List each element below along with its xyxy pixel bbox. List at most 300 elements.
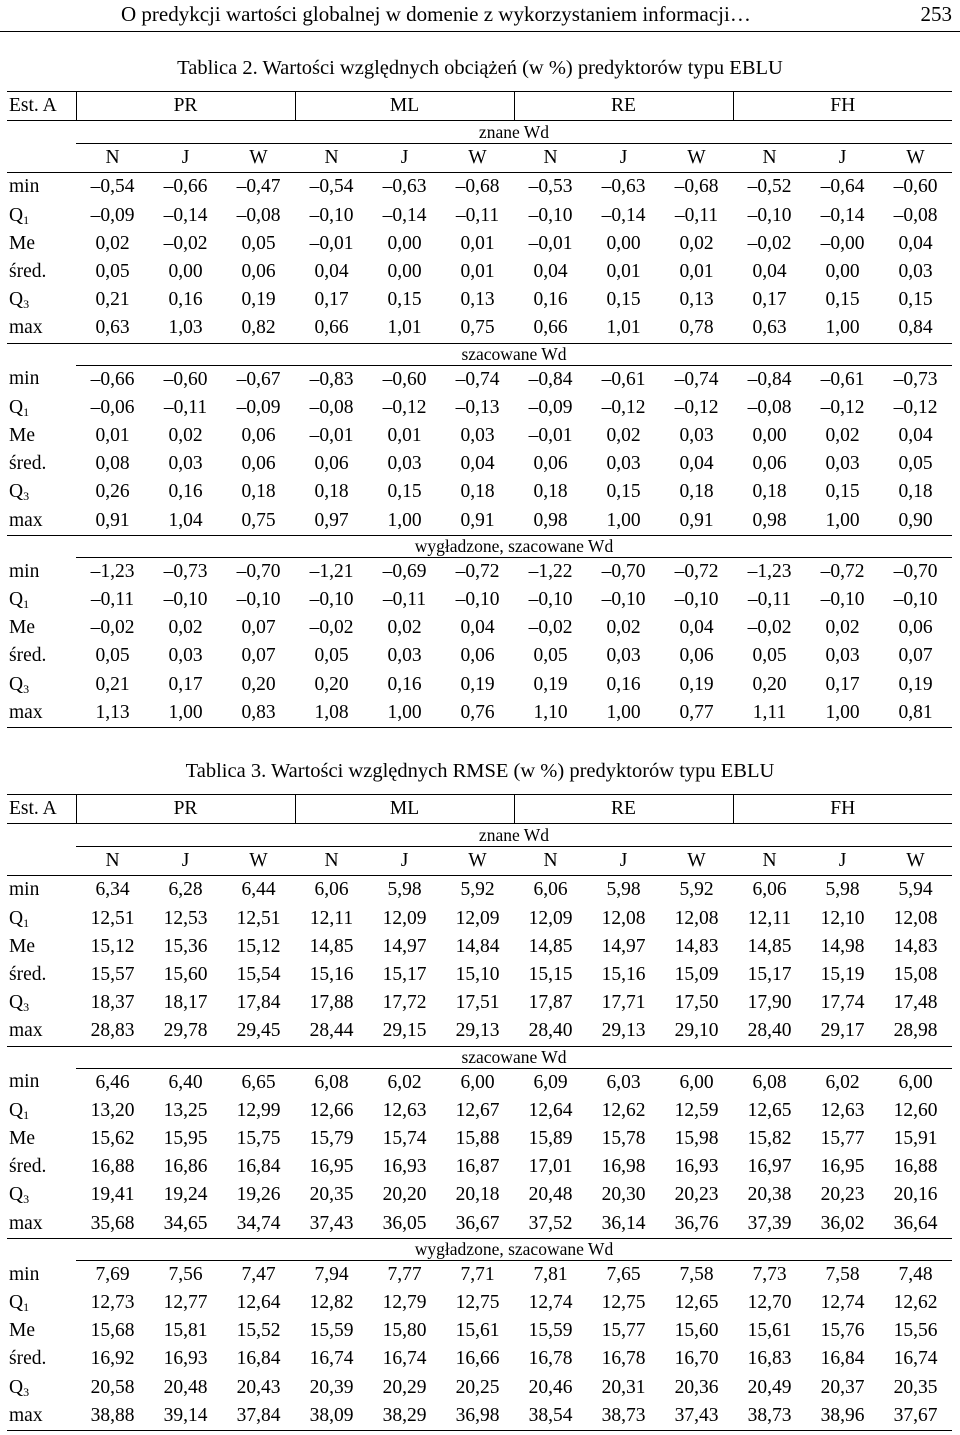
row-stat-label — [7, 286, 76, 314]
subheader-cell: N — [733, 847, 806, 876]
value-cell: 20,35 — [309, 1184, 354, 1206]
value-cell: 36,64 — [893, 1212, 938, 1234]
value-cell: 15,57 — [90, 964, 135, 986]
value-cell: 12,63 — [382, 1099, 427, 1121]
value-cell: –1,21 — [309, 560, 354, 582]
stat-name: Me — [9, 1320, 35, 1342]
stat-name: max — [9, 1404, 43, 1426]
value-cell: 0,00 — [752, 425, 787, 447]
value-cell: 6,34 — [95, 879, 130, 901]
value-cell: 0,03 — [387, 645, 422, 667]
stat-name: Q — [9, 1292, 24, 1314]
section-spacer — [7, 824, 76, 847]
value-cell: 37,39 — [747, 1212, 792, 1234]
stat-name: Q — [9, 673, 24, 695]
value-cell: 0,90 — [898, 509, 933, 531]
row-stat-label — [7, 671, 76, 699]
subheader-cell: J — [587, 144, 660, 173]
value-cell: 0,63 — [95, 317, 130, 339]
value-cell: 12,65 — [674, 1292, 719, 1314]
value-cell: 0,66 — [533, 317, 568, 339]
value-cell: –0,10 — [601, 589, 646, 611]
value-cell: 0,00 — [168, 261, 203, 283]
value-cell: 12,62 — [601, 1099, 646, 1121]
stat-name: Me — [9, 617, 35, 639]
value-cell: –0,02 — [747, 617, 792, 639]
value-cell: –0,10 — [893, 589, 938, 611]
value-cell: –1,22 — [528, 560, 573, 582]
section-spacer — [7, 343, 76, 365]
value-cell: 15,17 — [382, 964, 427, 986]
value-cell: 0,13 — [679, 289, 714, 311]
value-cell: 5,92 — [460, 879, 495, 901]
stat-name: min — [9, 1071, 40, 1093]
row-stat-label — [7, 1181, 76, 1209]
value-cell: 15,74 — [382, 1128, 427, 1150]
value-cell: 15,98 — [674, 1128, 719, 1150]
table-row — [7, 1345, 952, 1373]
value-cell: 36,05 — [382, 1212, 427, 1234]
value-cell: 0,19 — [241, 289, 276, 311]
value-cell: 6,46 — [95, 1071, 130, 1093]
group-header-re: RE — [514, 795, 733, 824]
value-cell: 7,81 — [533, 1263, 568, 1285]
value-cell: 12,65 — [747, 1099, 792, 1121]
stat-name: max — [9, 1020, 43, 1042]
row-stat-label — [7, 394, 76, 422]
value-cell: 0,06 — [533, 453, 568, 475]
stat-subscript: 1 — [23, 1107, 30, 1122]
value-cell: 16,84 — [236, 1348, 281, 1370]
stat-name: Me — [9, 1128, 35, 1150]
value-cell: 0,00 — [825, 261, 860, 283]
value-cell: 12,64 — [528, 1099, 573, 1121]
value-cell: 0,97 — [314, 509, 349, 531]
subheader-row — [7, 144, 952, 173]
value-cell: 1,00 — [149, 699, 222, 728]
stat-subscript: 3 — [23, 681, 30, 696]
value-cell: –0,11 — [455, 204, 500, 226]
value-cell: 38,09 — [295, 1402, 368, 1431]
value-cell: 7,71 — [460, 1263, 495, 1285]
value-cell: 12,74 — [820, 1292, 865, 1314]
value-cell: 15,75 — [236, 1128, 281, 1150]
value-cell: –0,68 — [455, 176, 500, 198]
table-row — [7, 507, 952, 536]
value-cell: –0,08 — [747, 396, 792, 418]
value-cell: 5,92 — [679, 879, 714, 901]
table-2-relative-bias — [7, 91, 952, 728]
value-cell: 38,29 — [368, 1402, 441, 1431]
stat-name: Q — [9, 589, 24, 611]
value-cell: 1,08 — [295, 699, 368, 728]
value-cell: 0,02 — [679, 232, 714, 254]
value-cell: 0,03 — [825, 453, 860, 475]
value-cell: 16,93 — [163, 1348, 208, 1370]
value-cell: 15,61 — [455, 1320, 500, 1342]
running-title: O predykcji wartości globalnej w domenie z wykorzystaniem informacji… — [121, 2, 751, 26]
value-cell: 0,00 — [387, 232, 422, 254]
value-cell: 20,37 — [820, 1376, 865, 1398]
value-cell: 0,18 — [898, 481, 933, 503]
subheader-cell: N — [76, 847, 149, 876]
value-cell: 15,09 — [674, 964, 719, 986]
value-cell: 12,09 — [528, 907, 573, 929]
value-cell: –1,23 — [747, 560, 792, 582]
value-cell: 20,49 — [747, 1376, 792, 1398]
value-cell: 17,48 — [893, 992, 938, 1014]
value-cell: 14,97 — [382, 935, 427, 957]
value-cell: 16,87 — [455, 1156, 500, 1178]
value-cell: 12,11 — [747, 907, 792, 929]
value-cell: 15,79 — [309, 1128, 354, 1150]
value-cell: 5,98 — [825, 879, 860, 901]
table-row — [7, 905, 952, 933]
section-title: wygładzone, szacowane Wd — [76, 535, 952, 557]
value-cell: 38,73 — [733, 1402, 806, 1431]
value-cell: 15,59 — [309, 1320, 354, 1342]
table-row — [7, 314, 952, 343]
stat-name: Q — [9, 289, 24, 311]
value-cell: 15,61 — [747, 1320, 792, 1342]
value-cell: 0,01 — [460, 261, 495, 283]
table-row — [7, 1260, 952, 1289]
value-cell: 15,60 — [674, 1320, 719, 1342]
value-cell: 12,70 — [747, 1292, 792, 1314]
value-cell: –0,63 — [601, 176, 646, 198]
value-cell: 7,58 — [825, 1263, 860, 1285]
value-cell: 0,05 — [752, 645, 787, 667]
value-cell: –0,74 — [455, 368, 500, 390]
value-cell: 12,67 — [455, 1099, 500, 1121]
value-cell: 0,17 — [825, 673, 860, 695]
value-cell: –0,60 — [893, 176, 938, 198]
stat-name: śred. — [9, 453, 47, 475]
value-cell: 0,15 — [606, 289, 641, 311]
table-3-caption: Tablica 3. Wartości względnych RMSE (w %) predyktorów typu EBLU — [185, 760, 775, 782]
subheader-cell: J — [368, 847, 441, 876]
value-cell: 6,08 — [752, 1071, 787, 1093]
value-cell: 20,38 — [747, 1184, 792, 1206]
value-cell: 0,07 — [241, 617, 276, 639]
group-header-pr: PR — [76, 795, 295, 824]
subheader-cell: W — [441, 144, 514, 173]
value-cell: 20,30 — [601, 1184, 646, 1206]
value-cell: 0,04 — [460, 617, 495, 639]
value-cell: 0,76 — [441, 699, 514, 728]
value-cell: 16,74 — [893, 1348, 938, 1370]
value-cell: 0,75 — [460, 317, 495, 339]
value-cell: 12,63 — [820, 1099, 865, 1121]
row-stat-label — [7, 1125, 76, 1153]
value-cell: 15,12 — [90, 935, 135, 957]
value-cell: –0,12 — [820, 396, 865, 418]
table-row — [7, 671, 952, 699]
stat-subscript: 1 — [23, 1300, 30, 1315]
section-title-row — [7, 343, 952, 365]
value-cell: 6,44 — [241, 879, 276, 901]
value-cell: 17,50 — [674, 992, 719, 1014]
value-cell: 20,43 — [236, 1376, 281, 1398]
value-cell: 38,96 — [806, 1402, 879, 1431]
table-row — [7, 202, 952, 230]
value-cell: 0,04 — [533, 261, 568, 283]
value-cell: 28,40 — [747, 1020, 792, 1042]
value-cell: 0,01 — [606, 261, 641, 283]
value-cell: –0,13 — [455, 396, 500, 418]
section-title-row — [7, 1238, 952, 1260]
value-cell: 0,05 — [898, 453, 933, 475]
value-cell: 0,08 — [95, 453, 130, 475]
value-cell: 0,03 — [679, 425, 714, 447]
group-header-ml: ML — [295, 92, 514, 121]
page-header — [0, 0, 960, 32]
value-cell: –0,10 — [820, 589, 865, 611]
value-cell: 0,17 — [752, 289, 787, 311]
value-cell: 0,05 — [95, 645, 130, 667]
stat-name: max — [9, 509, 43, 531]
stat-name: max — [9, 701, 43, 723]
value-cell: 20,36 — [674, 1376, 719, 1398]
stat-subscript: 3 — [23, 1000, 30, 1015]
value-cell: 16,66 — [455, 1348, 500, 1370]
row-stat-label — [7, 876, 76, 905]
value-cell: 6,06 — [752, 879, 787, 901]
stat-name: min — [9, 879, 40, 901]
value-cell: 0,75 — [241, 509, 276, 531]
value-cell: 0,16 — [387, 673, 422, 695]
value-cell: 20,48 — [528, 1184, 573, 1206]
value-cell: 0,03 — [606, 645, 641, 667]
stat-name: min — [9, 560, 40, 582]
value-cell: –0,12 — [893, 396, 938, 418]
row-stat-label — [7, 642, 76, 670]
value-cell: 0,02 — [95, 232, 130, 254]
value-cell: 15,80 — [382, 1320, 427, 1342]
section-title-row — [7, 535, 952, 557]
value-cell: –0,10 — [309, 204, 354, 226]
group-header-fh: FH — [733, 795, 952, 824]
value-cell: –0,01 — [528, 425, 573, 447]
value-cell: 6,06 — [314, 879, 349, 901]
value-cell: 0,19 — [898, 673, 933, 695]
value-cell: 6,02 — [825, 1071, 860, 1093]
value-cell: 20,29 — [382, 1376, 427, 1398]
value-cell: 0,98 — [533, 509, 568, 531]
value-cell: –0,02 — [90, 617, 135, 639]
value-cell: 0,07 — [241, 645, 276, 667]
value-cell: 0,18 — [679, 481, 714, 503]
value-cell: 1,01 — [387, 317, 422, 339]
value-cell: 12,75 — [601, 1292, 646, 1314]
value-cell: 0,19 — [533, 673, 568, 695]
value-cell: –0,70 — [601, 560, 646, 582]
value-cell: 0,01 — [679, 261, 714, 283]
table-row — [7, 1068, 952, 1097]
value-cell: 12,08 — [893, 907, 938, 929]
table-row — [7, 1153, 952, 1181]
stat-subscript: 3 — [23, 1192, 30, 1207]
value-cell: 39,14 — [149, 1402, 222, 1431]
value-cell: 0,18 — [314, 481, 349, 503]
value-cell: 0,84 — [898, 317, 933, 339]
subheader-cell: N — [514, 847, 587, 876]
table-row — [7, 1210, 952, 1239]
value-cell: 15,12 — [236, 935, 281, 957]
subheader-cell: W — [441, 847, 514, 876]
value-cell: –0,02 — [163, 232, 208, 254]
value-cell: 0,18 — [460, 481, 495, 503]
value-cell: 29,13 — [601, 1020, 646, 1042]
value-cell: 0,02 — [606, 617, 641, 639]
value-cell: 16,88 — [90, 1156, 135, 1178]
section-title-row — [7, 121, 952, 144]
value-cell: –0,84 — [528, 368, 573, 390]
value-cell: 0,03 — [168, 453, 203, 475]
value-cell: 0,04 — [460, 453, 495, 475]
value-cell: 15,52 — [236, 1320, 281, 1342]
value-cell: 0,03 — [168, 645, 203, 667]
value-cell: 16,88 — [893, 1156, 938, 1178]
value-cell: 0,20 — [314, 673, 349, 695]
value-cell: –0,12 — [601, 396, 646, 418]
value-cell: 20,18 — [455, 1184, 500, 1206]
row-stat-label — [7, 422, 76, 450]
group-header-re: RE — [514, 92, 733, 121]
stat-name: Q — [9, 1184, 24, 1206]
value-cell: 15,10 — [455, 964, 500, 986]
value-cell: 0,05 — [95, 261, 130, 283]
value-cell: 0,16 — [606, 673, 641, 695]
value-cell: 20,46 — [528, 1376, 573, 1398]
table-row — [7, 1374, 952, 1402]
value-cell: 17,72 — [382, 992, 427, 1014]
value-cell: 15,88 — [455, 1128, 500, 1150]
row-stat-label — [7, 961, 76, 989]
value-cell: 37,52 — [528, 1212, 573, 1234]
section-spacer — [7, 535, 76, 557]
value-cell: 0,03 — [606, 453, 641, 475]
value-cell: 1,01 — [606, 317, 641, 339]
subheader-cell: W — [660, 144, 733, 173]
value-cell: 0,04 — [898, 425, 933, 447]
value-cell: 6,40 — [168, 1071, 203, 1093]
value-cell: 0,16 — [168, 289, 203, 311]
value-cell: 12,53 — [163, 907, 208, 929]
section-spacer — [7, 121, 76, 144]
stat-subscript: 1 — [23, 212, 30, 227]
subheader-cell: N — [76, 144, 149, 173]
value-cell: 14,83 — [893, 935, 938, 957]
value-cell: 16,74 — [309, 1348, 354, 1370]
value-cell: 6,28 — [168, 879, 203, 901]
value-cell: 15,78 — [601, 1128, 646, 1150]
table-row — [7, 989, 952, 1017]
subheader-row — [7, 847, 952, 876]
value-cell: –0,74 — [674, 368, 719, 390]
subheader-cell: W — [879, 144, 952, 173]
value-cell: 20,23 — [820, 1184, 865, 1206]
value-cell: 0,17 — [314, 289, 349, 311]
value-cell: –0,47 — [236, 176, 281, 198]
subheader-spacer — [7, 144, 76, 173]
value-cell: 16,98 — [601, 1156, 646, 1178]
value-cell: 34,65 — [163, 1212, 208, 1234]
value-cell: 0,98 — [752, 509, 787, 531]
table-row — [7, 1181, 952, 1209]
value-cell: 15,68 — [90, 1320, 135, 1342]
value-cell: 6,65 — [241, 1071, 276, 1093]
stat-name: śred. — [9, 645, 47, 667]
value-cell: 16,78 — [528, 1348, 573, 1370]
value-cell: 16,93 — [674, 1156, 719, 1178]
value-cell: –0,10 — [309, 589, 354, 611]
value-cell: 0,77 — [660, 699, 733, 728]
value-cell: 0,03 — [825, 645, 860, 667]
value-cell: –0,63 — [382, 176, 427, 198]
value-cell: 19,41 — [90, 1184, 135, 1206]
value-cell: 15,76 — [820, 1320, 865, 1342]
value-cell: 0,17 — [168, 673, 203, 695]
stat-name: Me — [9, 935, 35, 957]
value-cell: 0,78 — [679, 317, 714, 339]
value-cell: 19,26 — [236, 1184, 281, 1206]
stat-subscript: 3 — [23, 1384, 30, 1399]
value-cell: 0,15 — [825, 289, 860, 311]
value-cell: 14,97 — [601, 935, 646, 957]
row-stat-label — [7, 1017, 76, 1046]
value-cell: –0,12 — [674, 396, 719, 418]
value-cell: 17,01 — [528, 1156, 573, 1178]
value-cell: 12,08 — [674, 907, 719, 929]
subheader-cell: W — [222, 847, 295, 876]
stat-name: min — [9, 368, 40, 390]
value-cell: 0,81 — [879, 699, 952, 728]
value-cell: 36,76 — [674, 1212, 719, 1234]
value-cell: 0,07 — [898, 645, 933, 667]
row-stat-label — [7, 1345, 76, 1373]
value-cell: 0,83 — [222, 699, 295, 728]
value-cell: –0,01 — [309, 232, 354, 254]
value-cell: 20,58 — [90, 1376, 135, 1398]
value-cell: 0,66 — [314, 317, 349, 339]
value-cell: 0,03 — [387, 453, 422, 475]
value-cell: 0,06 — [241, 453, 276, 475]
subheader-cell: J — [806, 847, 879, 876]
value-cell: 38,54 — [514, 1402, 587, 1431]
value-cell: 0,91 — [679, 509, 714, 531]
value-cell: 17,51 — [455, 992, 500, 1014]
value-cell: 0,02 — [387, 617, 422, 639]
value-cell: –0,02 — [528, 617, 573, 639]
value-cell: 0,03 — [898, 261, 933, 283]
stat-subscript: 3 — [23, 297, 30, 312]
stat-name: śred. — [9, 1156, 47, 1178]
value-cell: 6,08 — [314, 1071, 349, 1093]
section-title: szacowane Wd — [76, 343, 952, 365]
row-stat-label — [7, 173, 76, 202]
value-cell: 0,04 — [314, 261, 349, 283]
table-row — [7, 1097, 952, 1125]
value-cell: 15,16 — [601, 964, 646, 986]
value-cell: –0,10 — [674, 589, 719, 611]
value-cell: 0,02 — [825, 425, 860, 447]
value-cell: 20,39 — [309, 1376, 354, 1398]
stat-name: Q — [9, 481, 24, 503]
value-cell: 36,98 — [441, 1402, 514, 1431]
row-stat-label — [7, 699, 76, 728]
row-stat-label — [7, 230, 76, 258]
